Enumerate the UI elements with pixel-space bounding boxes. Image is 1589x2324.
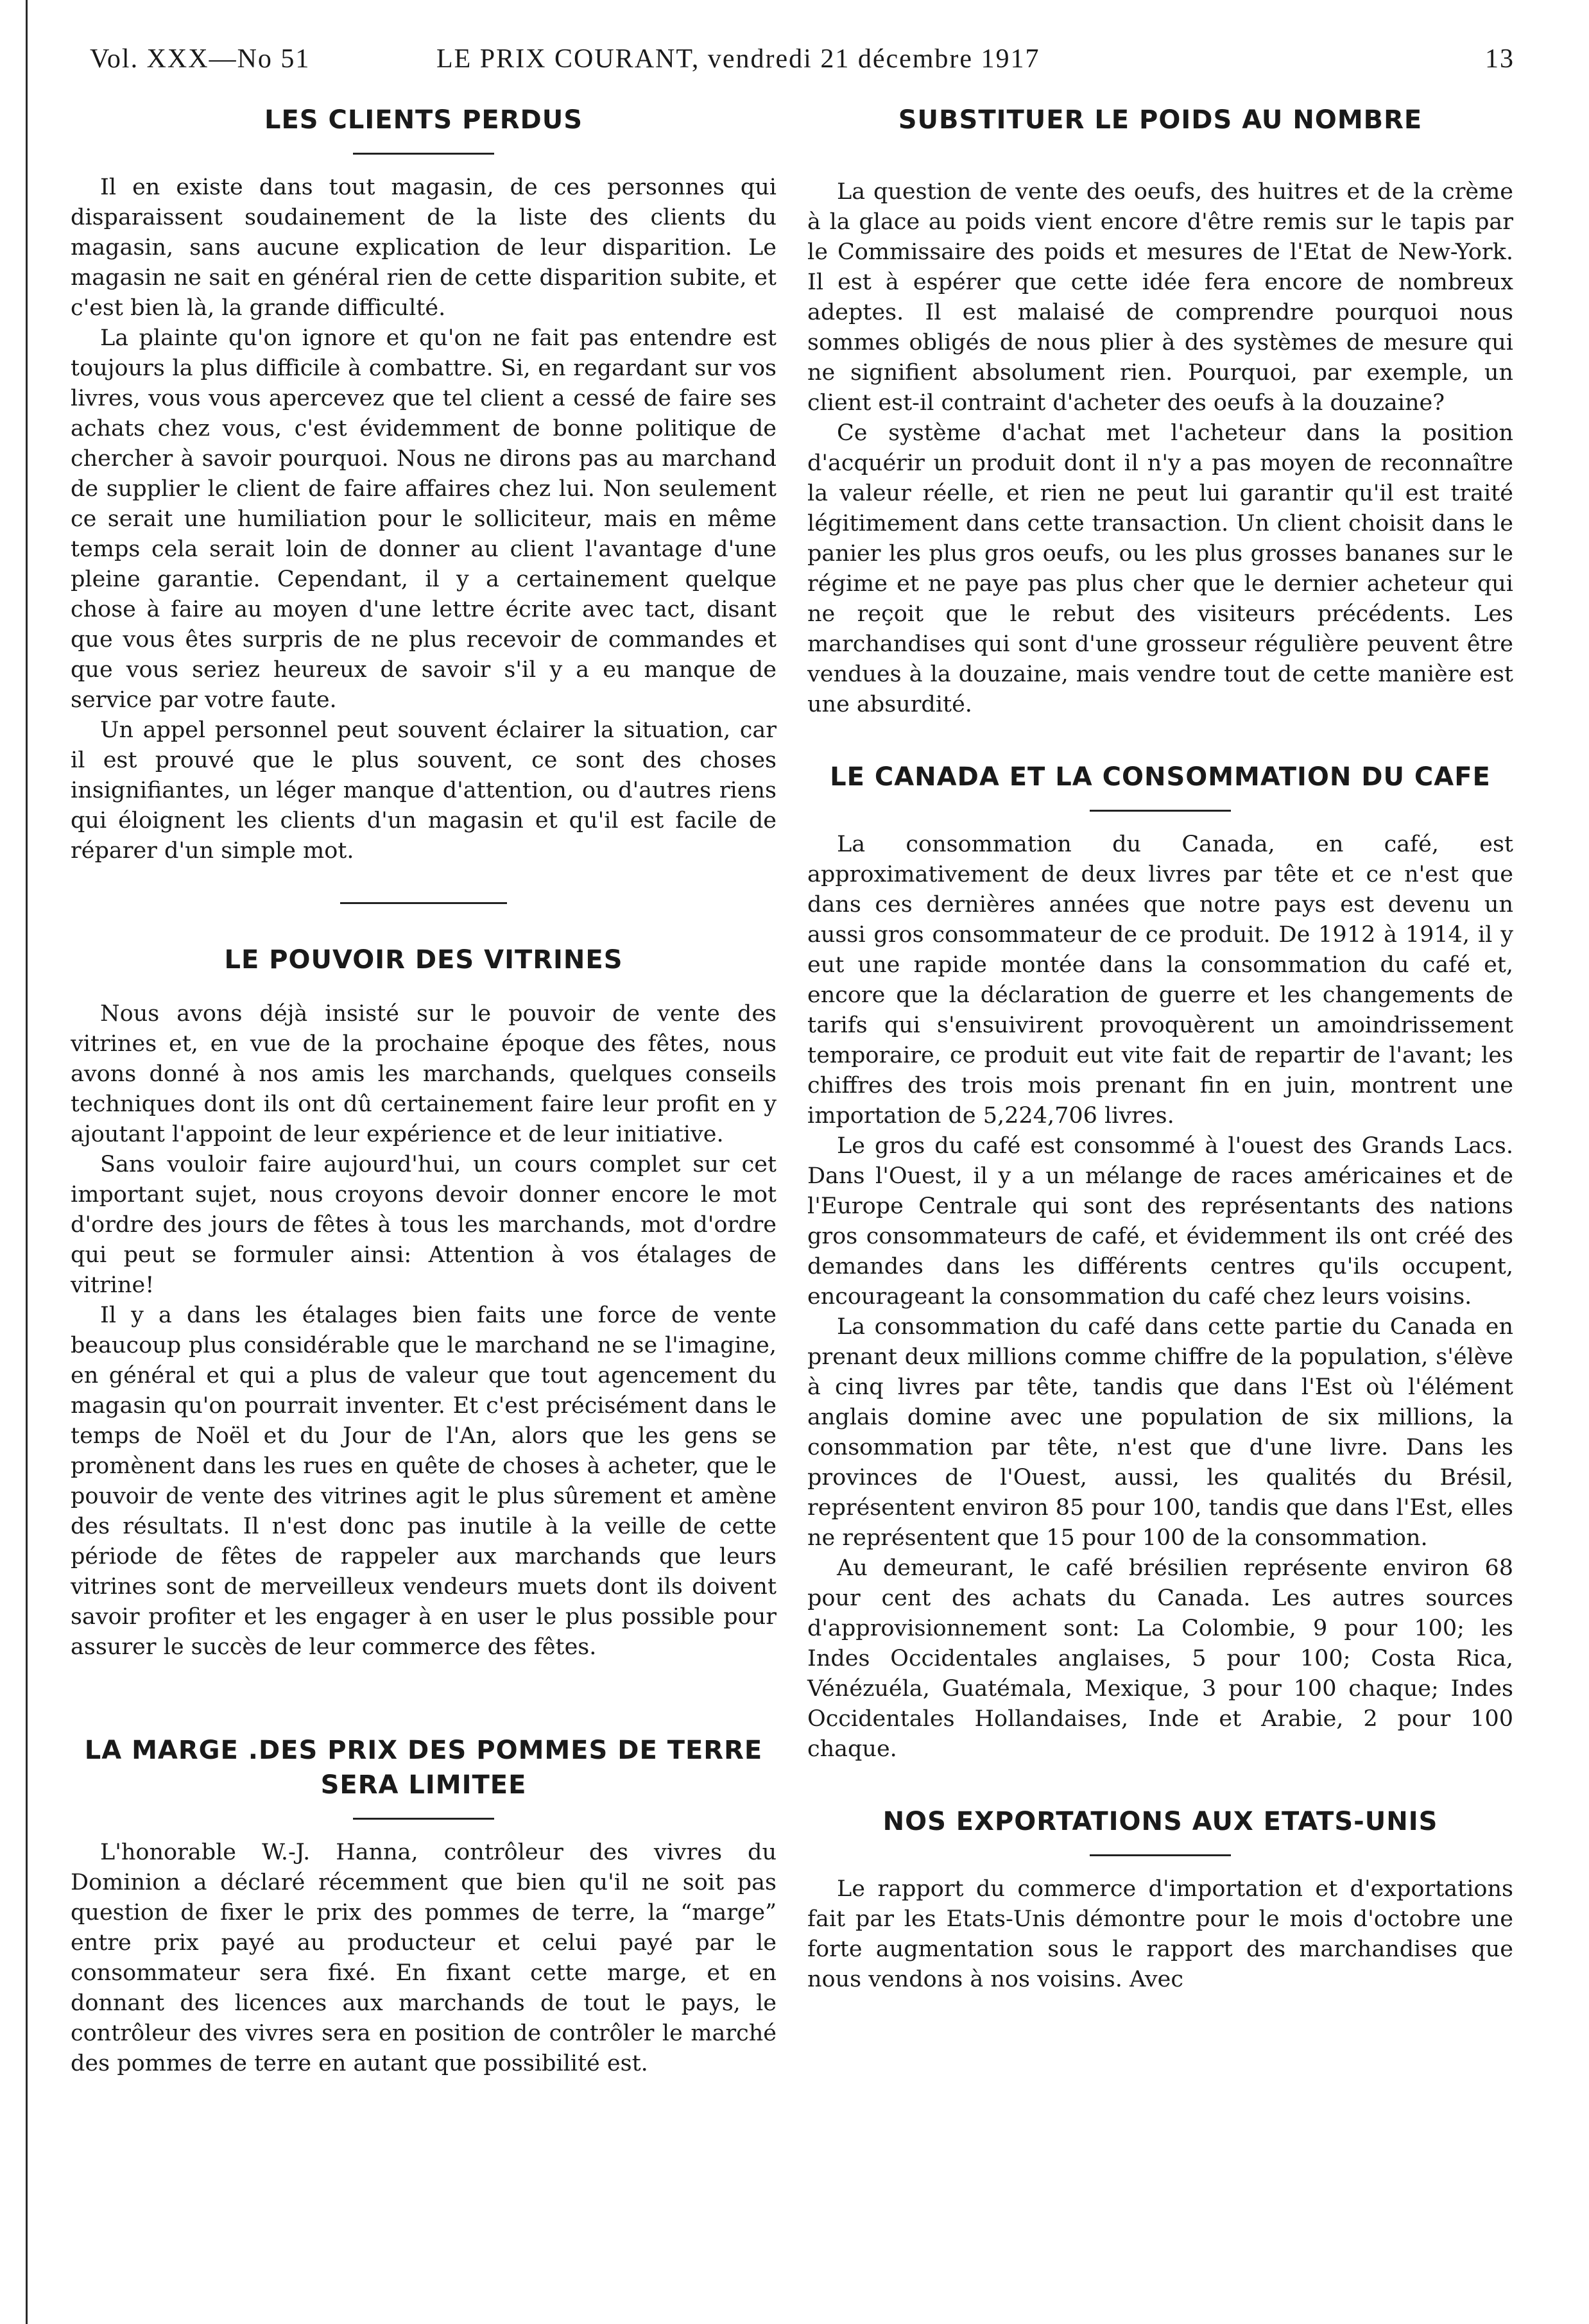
article-paragraph: La consommation du café dans cette partie du Canada en prenant deux millions comme chiffre de la population, s'élève à cinq livres par tête, tandis que dans l'Est où l'élément anglais domine avec une population de six millions, la consommation par tête, n'est que d'une livre. Dans les provinces de l'Ouest, aussi, les qualités du Brésil, représentent environ 85 pour 100, tandis que dans l'Est, elles ne représentent que 15 pour 100 de la consommation. (807, 1314, 1513, 1551)
left-column (71, 103, 777, 2079)
article-title: LA MARGE .DES PRIX DES POMMES DE TERRE SERA LIMITEE (84, 1736, 763, 1800)
article-paragraph: Au demeurant, le café brésilien représente environ 68 pour cent des achats du Canada. Les autres sources d'approvisionnement sont: La Colombie, 9 pour 100; les Indes Occidentales anglaises, 5 pour 100; Costa Rica, Vénézuéla, Guatémala, Mexique, 3 pour 100 chaque; Indes Occidentales Hollandaises, Inde et Arabie, 2 pour 100 chaque. (807, 1555, 1513, 1762)
page-header (90, 44, 1515, 82)
article-title: SUBSTITUER LE POIDS AU NOMBRE (898, 105, 1423, 135)
article-title: LE CANADA ET LA CONSOMMATION DU CAFE (830, 762, 1491, 792)
article-title: LES CLIENTS PERDUS (264, 105, 583, 135)
article-canada-cafe (807, 760, 1513, 1764)
page-number: 13 (1485, 44, 1515, 74)
title-rule (353, 1818, 494, 1820)
title-rule (1090, 810, 1231, 812)
volume-number: Vol. XXX—No 51 (90, 44, 311, 74)
article-title: LE POUVOIR DES VITRINES (224, 945, 623, 975)
article-paragraph: Le gros du café est consommé à l'ouest des Grands Lacs. Dans l'Ouest, il y a un mélange de races américaines et de l'Europe Centrale qui sont des représentants des nations gros consommateurs de café, et évidemment ils ont créé des demandes dans les différents centres qu'ils occupent, encourageant la consommation du café chez leurs voisins. (807, 1133, 1513, 1310)
publication-date-line: LE PRIX COURANT, vendredi 21 décembre 1917 (436, 44, 1040, 74)
article-paragraph: La question de vente des oeufs, des huitres et de la crème à la glace au poids vient encore d'être remis sur le tapis par le Commissaire des poids et mesures de l'Etat de New-York. Il est à espérer que cette idée fera encore de nombreux adeptes. Il est malaisé de comprendre pourquoi nous sommes obligés de nous plier à des systèmes de mesure qui ne signifient absolument rien. Pourquoi, par exemple, un client est-il contraint d'acheter des oeufs à la douzaine? (807, 179, 1513, 416)
article-paragraph: Il en existe dans tout magasin, de ces personnes qui disparaissent soudainement de la liste des clients du magasin, sans aucune explication de leur disparition. Le magasin ne sait en général rien de cette disparition subite, et c'est bien là, la grande difficulté. (71, 175, 777, 321)
article-paragraph: Le rapport du commerce d'importation et d'exportations fait par les Etats-Unis démontre pour le mois d'octobre une forte augmentation sous le rapport des marchandises que nous vendons à nos voisins. Avec (807, 1876, 1513, 1992)
article-pouvoir-vitrines (71, 943, 777, 1662)
article-paragraph: Il y a dans les étalages bien faits une force de vente beaucoup plus considérable que le marchand ne se l'imagine, en général et qui a plus de valeur que tout agencement du magasin qu'on pourrait inventer. Et c'est précisément dans le temps de Noël et du Jour de l'An, alors que les gens se promènent dans les rues en quête de choses à acheter, que le pouvoir de vente des vitrines agit le plus sûrement et amène des résultats. Il n'est donc pas inutile à la veille de cette période de fêtes de rappeler aux marchands que leurs vitrines sont de merveilleux vendeurs muets dont ils doivent savoir profiter et les engager à en user le plus possible pour assurer le succès de leur commerce des fêtes. (71, 1303, 777, 1660)
article-paragraph: Sans vouloir faire aujourd'hui, un cours complet sur cet important sujet, nous croyons devoir donner encore le mot d'ordre des jours de fêtes à tous les marchands, mot d'ordre qui peut se formuler ainsi: Attention à vos étalages de vitrine! (71, 1152, 777, 1298)
article-paragraph: Ce système d'achat met l'acheteur dans la position d'acquérir un produit dont il n'y a pas moyen de reconnaître la valeur réelle, et rien ne peut lui garantir qu'il est traité légitimement dans cette transaction. Un client choisit dans le panier les plus gros oeufs, ou les plus grosses bananes sur le régime et ne paye pas plus cher que le dernier acheteur qui ne reçoit que le rebut des visiteurs précédents. Les marchandises qui sont d'une grosseur régulière peuvent être vendues à la douzaine, mais vendre tout de cette manière est une absurdité. (807, 420, 1513, 717)
article-paragraph: La plainte qu'on ignore et qu'on ne fait pas entendre est toujours la plus difficile à combattre. Si, en regardant sur vos livres, vous vous apercevez que tel client a cessé de faire ses achats chez vous, c'est évidemment de bonne politique de chercher à savoir pourquoi. Nous ne dirons pas au marchand de supplier le client de faire affaires chez lui. Non seulement ce serait une humiliation pour le solliciteur, mais en même temps cela serait loin de donner au client l'avantage d'une pleine garantie. Cependant, il y a certainement quelque chose à faire au moyen d'une lettre écrite avec tact, disant que vous êtes surpris de ne plus recevoir de commandes et que vous seriez heureux de savoir s'il y a eu manque de service par votre faute. (71, 325, 777, 713)
article-marge-pommes (71, 1733, 777, 2079)
article-paragraph: L'honorable W.-J. Hanna, contrôleur des vivres du Dominion a déclaré récemment que bien qu'il ne soit pas question de fixer le prix des pommes de terre, la “marge” entre prix payé au producteur et celui payé par le consommateur sera fixé. En fixant cette marge, et en donnant des licences aux marchands de tout le pays, le contrôleur des vivres sera en position de contrôler le marché des pommes de terre en autant que possibilité est. (71, 1840, 777, 2076)
article-paragraph: La consommation du Canada, en café, est approximativement de deux livres par tête et ce n'est que dans ces dernières années que notre pays est devenu un aussi gros consommateur de ce produit. De 1912 à 1914, il y eut une rapide montée dans la consommation du café et, encore que la déclaration de guerre et les changements de tarifs qui s'ensuivirent provoquèrent un amoindrissement temporaire, ce produit eut vite fait de repartir de l'avant; les chiffres des trois mois prenant fin en juin, montrent une importation de 5,224,706 livres. (807, 832, 1513, 1129)
right-column (807, 103, 1513, 1995)
page-edge-line (26, 0, 28, 2324)
article-clients-perdus (71, 103, 777, 866)
title-rule (1090, 1854, 1231, 1856)
article-paragraph: Un appel personnel peut souvent éclairer la situation, car il est prouvé que le plus souvent, ce sont des choses insignifiantes, un léger manque d'attention, ou d'autres riens qui éloignent les clients d'un magasin et qu'il est facile de réparer d'un simple mot. (71, 717, 777, 864)
title-rule (353, 153, 494, 155)
article-poids-nombre (807, 103, 1513, 720)
section-divider (340, 902, 507, 904)
article-title: NOS EXPORTATIONS AUX ETATS-UNIS (882, 1807, 1438, 1836)
article-exportations (807, 1804, 1513, 1995)
article-paragraph: Nous avons déjà insisté sur le pouvoir de vente des vitrines et, en vue de la prochaine époque des fêtes, nous avons donné à nos amis les marchands, quelques conseils techniques dont ils ont dû certainement faire leur profit en y ajoutant l'appoint de leur expérience et de leur initiative. (71, 1001, 777, 1147)
